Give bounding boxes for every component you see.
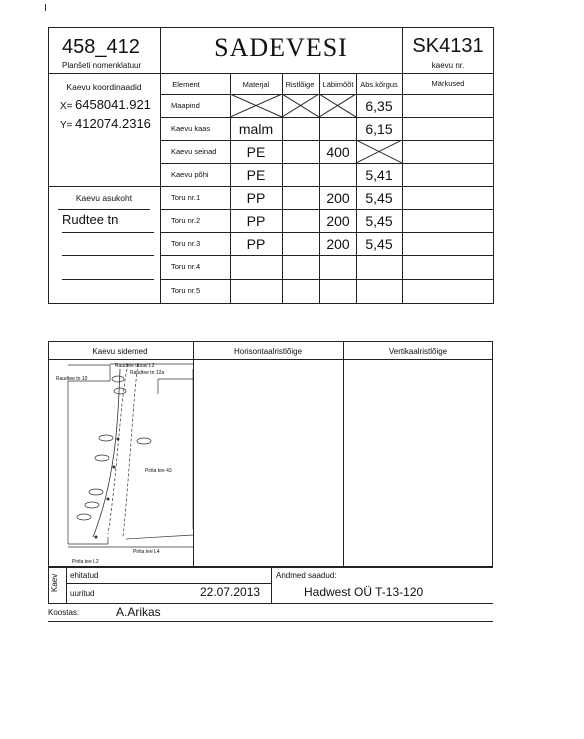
row-abs: 5,41 bbox=[365, 167, 393, 183]
row-abs: 5,45 bbox=[365, 236, 393, 252]
built-label: ehitatud bbox=[70, 571, 99, 580]
header-notes: Märkused bbox=[431, 79, 465, 88]
corner-mark bbox=[45, 4, 46, 11]
row-material: malm bbox=[238, 121, 274, 137]
row-diameter: 200 bbox=[326, 190, 350, 206]
page-title: SADEVESI bbox=[214, 33, 348, 62]
sheet-label: Planšeti nomenklatuur bbox=[62, 61, 142, 70]
well-id: SK4131 bbox=[412, 35, 484, 57]
header-abs: Abs.kõrgus bbox=[360, 80, 398, 89]
row-diameter: 200 bbox=[326, 213, 350, 229]
row-element: Kaevu kaas bbox=[171, 124, 211, 133]
crossed-cell bbox=[356, 140, 402, 163]
row-material: PP bbox=[246, 236, 266, 252]
row-element: Maapind bbox=[171, 101, 200, 110]
line bbox=[62, 279, 154, 280]
header-diameter: Läbimõõt bbox=[322, 80, 354, 89]
data-from-label: Andmed saadud: bbox=[276, 571, 337, 580]
row-diameter: 400 bbox=[326, 144, 350, 160]
row-element: Toru nr.2 bbox=[171, 216, 201, 225]
line bbox=[160, 140, 494, 141]
author-value: A.Arikas bbox=[116, 605, 161, 619]
x-label: X= bbox=[60, 101, 73, 112]
map-label: Raudtee tänav L2 bbox=[115, 363, 155, 369]
location-label: Kaevu asukoht bbox=[75, 193, 133, 203]
author-label: Koostas: bbox=[48, 608, 80, 617]
row-element: Kaevu seinad bbox=[171, 147, 217, 156]
row-abs: 5,45 bbox=[365, 213, 393, 229]
line bbox=[402, 27, 403, 304]
header-material: Materjal bbox=[242, 80, 270, 89]
line bbox=[271, 567, 272, 603]
y-label: Y= bbox=[60, 120, 73, 131]
row-abs: 6,15 bbox=[365, 121, 393, 137]
row-element: Toru nr.3 bbox=[171, 239, 201, 248]
line bbox=[62, 232, 154, 233]
row-material: PE bbox=[246, 144, 266, 160]
line bbox=[160, 163, 494, 164]
map-label: Pirita tee L2 bbox=[72, 559, 99, 565]
line bbox=[62, 255, 154, 256]
line bbox=[66, 583, 271, 584]
col-horizontal-header: Horisontaalristlõige bbox=[233, 347, 303, 356]
row-diameter: 200 bbox=[326, 236, 350, 252]
crossed-cells bbox=[230, 94, 356, 117]
line bbox=[58, 209, 150, 210]
y-value: 412074.2316 bbox=[75, 116, 151, 131]
row-element: Toru nr.5 bbox=[171, 286, 201, 295]
line bbox=[66, 567, 67, 603]
row-abs: 6,35 bbox=[365, 98, 393, 114]
line bbox=[193, 341, 194, 567]
line bbox=[160, 117, 494, 118]
side-label: Kaev bbox=[50, 573, 59, 592]
line bbox=[48, 603, 493, 604]
row-element: Toru nr.4 bbox=[171, 262, 201, 271]
line bbox=[48, 621, 493, 622]
map-label: Pirita tee 43 bbox=[145, 468, 172, 474]
line bbox=[356, 73, 357, 304]
map-label: Raudtee tn 10 bbox=[56, 376, 88, 382]
line bbox=[343, 341, 344, 567]
line bbox=[160, 279, 494, 280]
x-value: 6458041.921 bbox=[75, 97, 151, 112]
well-id-label: kaevu nr. bbox=[431, 61, 465, 70]
map-label: Pirita tee L4 bbox=[133, 549, 160, 555]
location-value: Rudtee tn bbox=[62, 212, 119, 227]
line bbox=[160, 232, 494, 233]
row-material: PP bbox=[246, 190, 266, 206]
line bbox=[48, 186, 494, 187]
row-material: PP bbox=[246, 213, 266, 229]
row-element: Kaevu põhi bbox=[171, 170, 209, 179]
line bbox=[160, 27, 161, 304]
line bbox=[160, 255, 494, 256]
site-map-sketch bbox=[48, 359, 193, 567]
row-element: Toru nr.1 bbox=[171, 193, 201, 202]
sheet-code: 458_412 bbox=[62, 36, 140, 58]
surveyed-label: uuritud bbox=[70, 589, 95, 598]
header-cross: Ristlõige bbox=[285, 80, 315, 89]
coords-label: Kaevu koordinaadid bbox=[66, 82, 142, 92]
surveyed-date: 22.07.2013 bbox=[200, 585, 261, 599]
data-from-value: Hadwest OÜ T-13-120 bbox=[304, 585, 424, 599]
map-label: Raudtee tn 12a bbox=[130, 370, 165, 376]
line bbox=[160, 209, 494, 210]
col-vertical-header: Vertikaalristlõige bbox=[388, 347, 448, 356]
line bbox=[48, 567, 49, 603]
row-material: PE bbox=[246, 167, 266, 183]
line bbox=[48, 73, 494, 74]
row-abs: 5,45 bbox=[365, 190, 393, 206]
col-sketch-header: Kaevu sidemed bbox=[92, 347, 148, 356]
header-element: Element bbox=[172, 80, 200, 89]
